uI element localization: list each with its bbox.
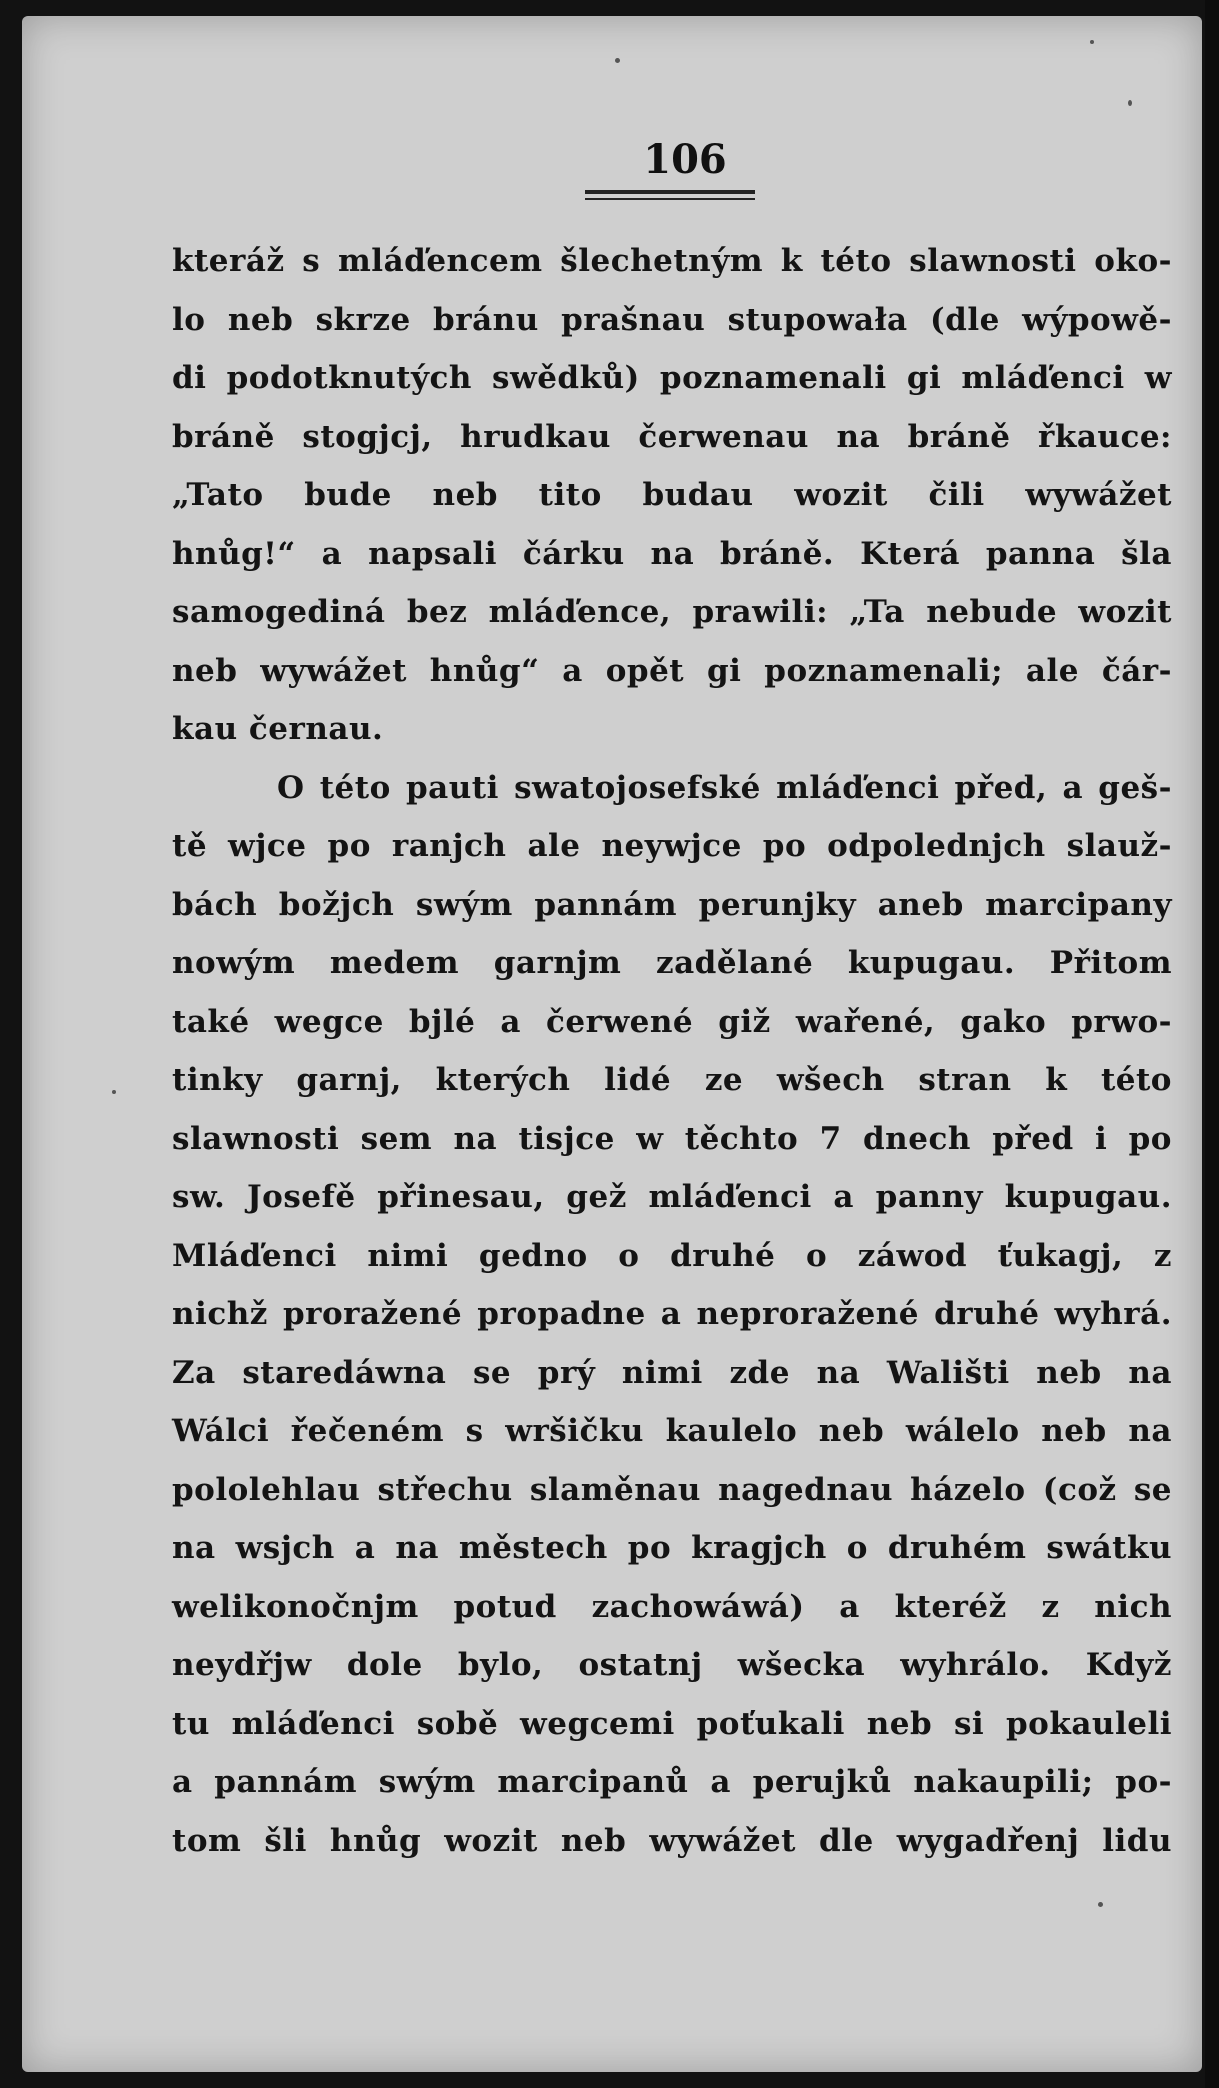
text-line: sw. Josefě přinesau, gež mláďenci a panny kupugau.	[172, 1179, 1172, 1215]
text-line: nowým medem garnjm zadělané kupugau. Přitom	[172, 945, 1172, 981]
text-line: pololehlau střechu slaměnau nagednau házelo (což se	[172, 1471, 1172, 1508]
text-line: Za staredáwna se prý nimi zde na Wališti neb na	[172, 1354, 1172, 1391]
text-line: kteráž s mláďencem šlechetným k této slawnosti oko-	[172, 243, 1172, 279]
page-edge-shadow	[1205, 0, 1219, 2088]
text-line: hnůg!“ a napsali čárku na bráně. Která panna šla	[172, 535, 1172, 572]
text-line: neydřjw dole bylo, ostatnj wšecka wyhrálo. Když	[172, 1647, 1172, 1683]
text-line: také wegce bjlé a čerwené giž wařené, gako prwo-	[172, 1003, 1172, 1040]
text-line: slawnosti sem na tisjce w těchto 7 dnech před i po	[172, 1120, 1172, 1157]
scan-speck	[1098, 1902, 1103, 1907]
scan-speck	[112, 1090, 116, 1094]
text-line: tom šli hnůg wozit neb wywážet dle wygadřenj lidu	[172, 1822, 1172, 1859]
text-line: O této pauti swatojosefské mláďenci před, a geš-	[277, 769, 1172, 806]
text-line: bráně stogjcj, hrudkau čerwenau na bráně řkauce:	[172, 418, 1172, 455]
body-text	[172, 232, 1172, 1870]
header-rule-thin	[585, 198, 755, 200]
scan-speck	[615, 58, 620, 63]
text-line: tu mláďenci sobě wegcemi poťukali neb si pokauleli	[172, 1705, 1172, 1742]
scan-speck	[1090, 40, 1094, 44]
text-line: na wsjch a na městech po kragjch o druhém swátku	[172, 1530, 1172, 1566]
text-line: bách božjch swým pannám perunjky aneb marcipany	[172, 886, 1172, 923]
text-line: tě wjce po ranjch ale neywjce po odpolednjch slauž-	[172, 828, 1172, 864]
text-line: Mláďenci nimi gedno o druhé o záwod ťukagj, z	[172, 1237, 1172, 1274]
text-line: kau černau.	[172, 711, 384, 747]
scan-speck	[1128, 100, 1132, 106]
text-line: „Tato bude neb tito budau wozit čili wywážet	[172, 477, 1172, 513]
text-line: di podotknutých swědků) poznamenali gi mláďenci w	[172, 360, 1172, 396]
text-line: lo neb skrze bránu prašnau stupowała (dle wýpowě-	[172, 301, 1172, 338]
text-line: neb wywážet hnůg“ a opět gi poznamenali; ale čár-	[172, 652, 1172, 689]
header-rule	[585, 190, 755, 194]
text-line: tinky garnj, kterých lidé ze wšech stran k této	[172, 1062, 1172, 1098]
text-line: nichž proražené propadne a neproražené druhé wyhrá.	[172, 1296, 1172, 1332]
text-line: welikonočnjm potud zachowáwá) a kteréž z nich	[172, 1588, 1172, 1625]
page-number: 106	[643, 136, 727, 183]
text-line: Wálci řečeném s wršičku kaulelo neb wálelo neb na	[172, 1413, 1172, 1449]
text-line: a pannám swým marcipanů a perujků nakaupili; po-	[172, 1764, 1172, 1800]
text-line: samogediná bez mláďence, prawili: „Ta nebude wozit	[172, 594, 1172, 630]
